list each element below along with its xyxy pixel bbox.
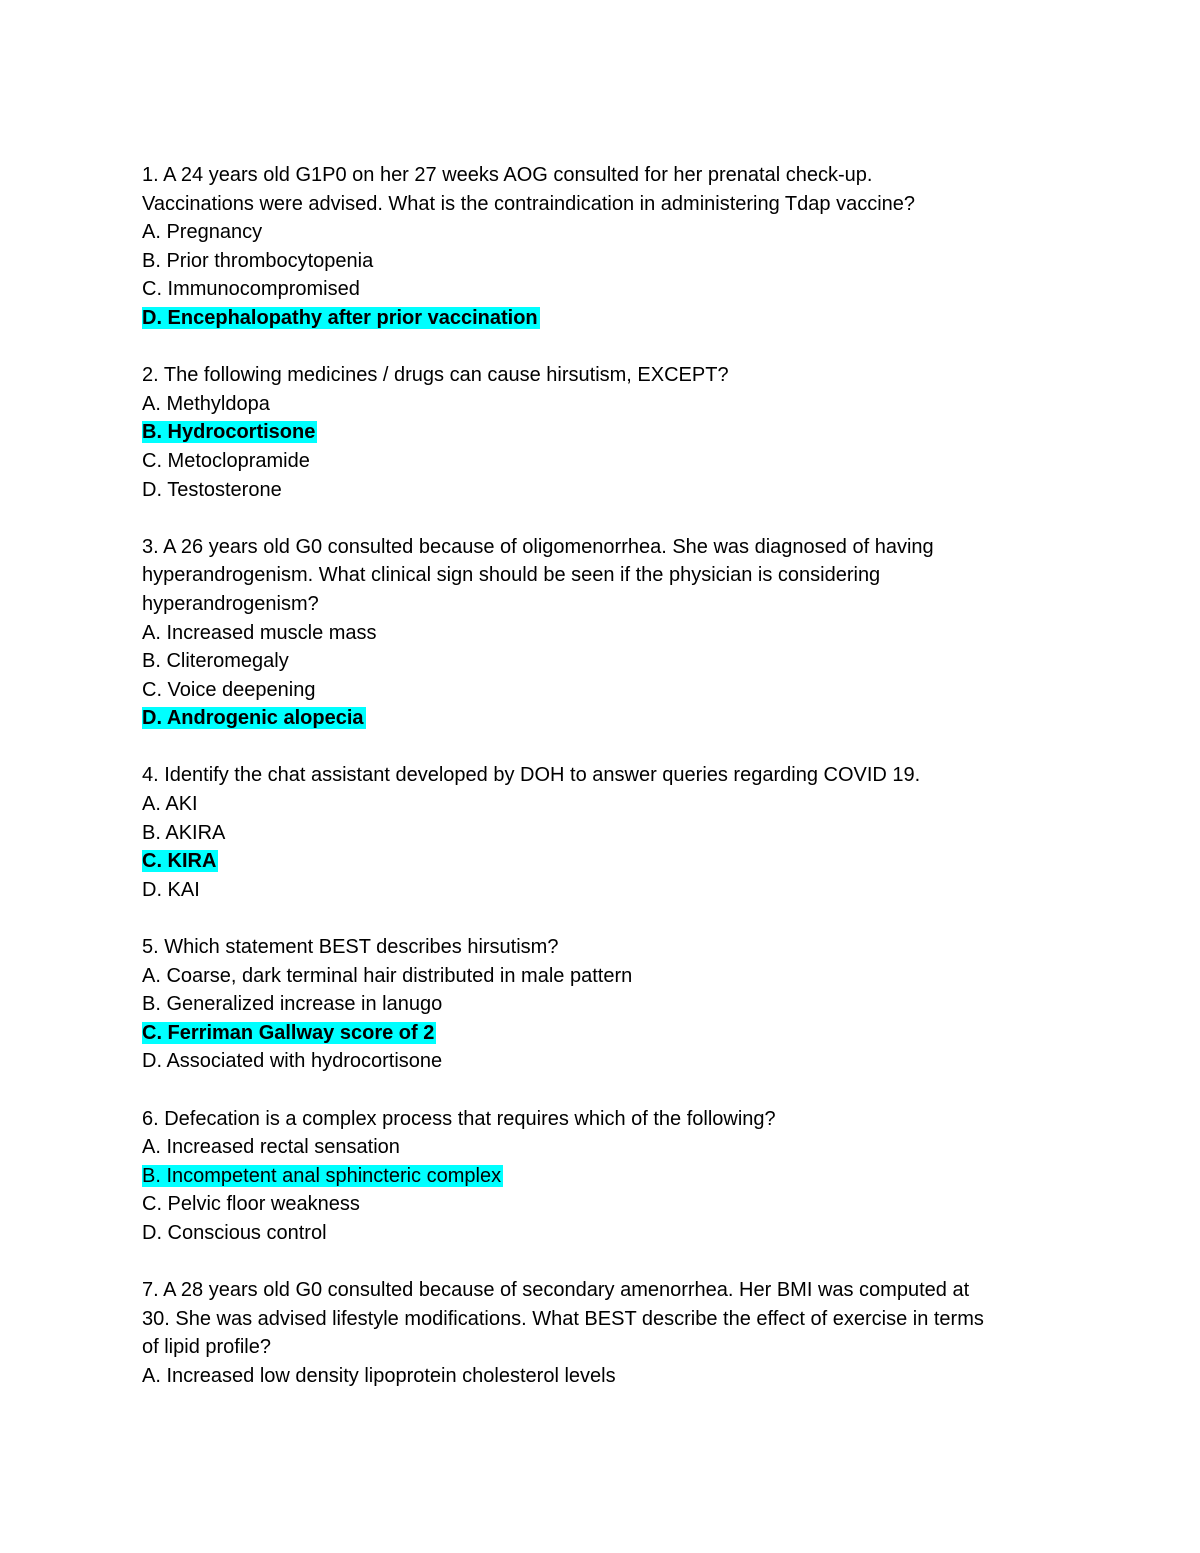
answer-option-text: D. Associated with hydrocortisone [142,1050,443,1073]
answer-option-text: A. Coarse, dark terminal hair distributed in male pattern [142,964,633,987]
answer-option [142,1047,1102,1076]
answer-option-highlighted [142,704,1102,733]
question-stem-line: hyperandrogenism. What clinical sign should be seen if the physician is considering [142,564,881,587]
question-stem-line: 5. Which statement BEST describes hirsutism? [142,936,559,959]
answer-option-text: C. Pelvic floor weakness [142,1193,360,1216]
answer-option-text: A. AKI [142,793,198,816]
answer-option-text: B. Cliteromegaly [142,650,289,673]
question-stem-line: 30. She was advised lifestyle modifications. What BEST describe the effect of exercise in terms [142,1307,984,1330]
answer-option [142,390,1102,419]
answer-option-text: D. Encephalopathy after prior vaccination [142,306,538,329]
question-stem [142,761,1102,790]
answer-option [142,819,1102,848]
answer-option-text: D. Conscious control [142,1221,327,1244]
answer-option-text: D. Testosterone [142,478,282,501]
question-block [142,933,1102,1076]
answer-option [142,218,1102,247]
answer-option [142,962,1102,991]
answer-option [142,447,1102,476]
answer-option [142,476,1102,505]
answer-option [142,876,1102,905]
question-block [142,1105,1102,1248]
answer-option-text: C. Metoclopramide [142,449,310,472]
question-stem-line: hyperandrogenism? [142,592,319,615]
question-stem [142,933,1102,962]
answer-option-highlighted [142,418,1102,447]
question-stem-line: 3. A 26 years old G0 consulted because of oligomenorrhea. She was diagnosed of having [142,535,934,558]
question-stem-line: 2. The following medicines / drugs can cause hirsutism, EXCEPT? [142,364,729,387]
answer-option-text: C. Immunocompromised [142,278,360,301]
answer-option [142,247,1102,276]
question-stem [142,1105,1102,1134]
document-page [142,161,1102,1419]
question-stem [142,361,1102,390]
question-block [142,761,1102,904]
question-stem-line: 1. A 24 years old G1P0 on her 27 weeks AOG consulted for her prenatal check-up. [142,164,873,186]
answer-option-text: A. Pregnancy [142,221,263,244]
answer-option [142,619,1102,648]
answer-option-text: C. Ferriman Gallway score of 2 [142,1021,435,1044]
question-stem [142,161,1102,218]
question-block [142,1276,1102,1390]
answer-option-text: A. Increased rectal sensation [142,1136,400,1159]
answer-option [142,790,1102,819]
question-stem-line: 4. Identify the chat assistant developed by DOH to answer queries regarding COVID 19. [142,764,921,787]
answer-option-text: C. Voice deepening [142,678,316,701]
answer-option-highlighted [142,304,1102,333]
answer-option-text: B. Incompetent anal sphincteric complex [142,1164,502,1187]
answer-option-text: A. Increased muscle mass [142,621,377,644]
answer-option-text: D. Androgenic alopecia [142,707,364,730]
question-stem [142,1276,1102,1362]
answer-option [142,647,1102,676]
answer-option-highlighted [142,847,1102,876]
answer-option [142,1133,1102,1162]
answer-option-highlighted [142,1162,1102,1191]
question-stem-line: of lipid profile? [142,1336,271,1359]
question-stem [142,533,1102,619]
question-block [142,161,1102,333]
answer-option-text: B. Prior thrombocytopenia [142,249,374,272]
answer-option [142,990,1102,1019]
answer-option [142,1190,1102,1219]
question-block [142,361,1102,504]
answer-option-text: C. KIRA [142,850,217,873]
answer-option [142,275,1102,304]
answer-option-text: B. Hydrocortisone [142,421,316,444]
answer-option [142,1219,1102,1248]
answer-option-text: B. Generalized increase in lanugo [142,993,443,1016]
question-block [142,533,1102,733]
question-stem-line: Vaccinations were advised. What is the contraindication in administering Tdap vaccine? [142,192,916,215]
answer-option [142,1362,1102,1391]
answer-option-text: A. Increased low density lipoprotein cholesterol levels [142,1364,616,1387]
answer-option-text: A. Methyldopa [142,392,270,415]
answer-option [142,676,1102,705]
answer-option-highlighted [142,1019,1102,1048]
question-stem-line: 7. A 28 years old G0 consulted because of secondary amenorrhea. Her BMI was computed at [142,1279,970,1302]
question-stem-line: 6. Defecation is a complex process that requires which of the following? [142,1107,776,1130]
answer-option-text: B. AKIRA [142,821,226,844]
answer-option-text: D. KAI [142,878,200,901]
